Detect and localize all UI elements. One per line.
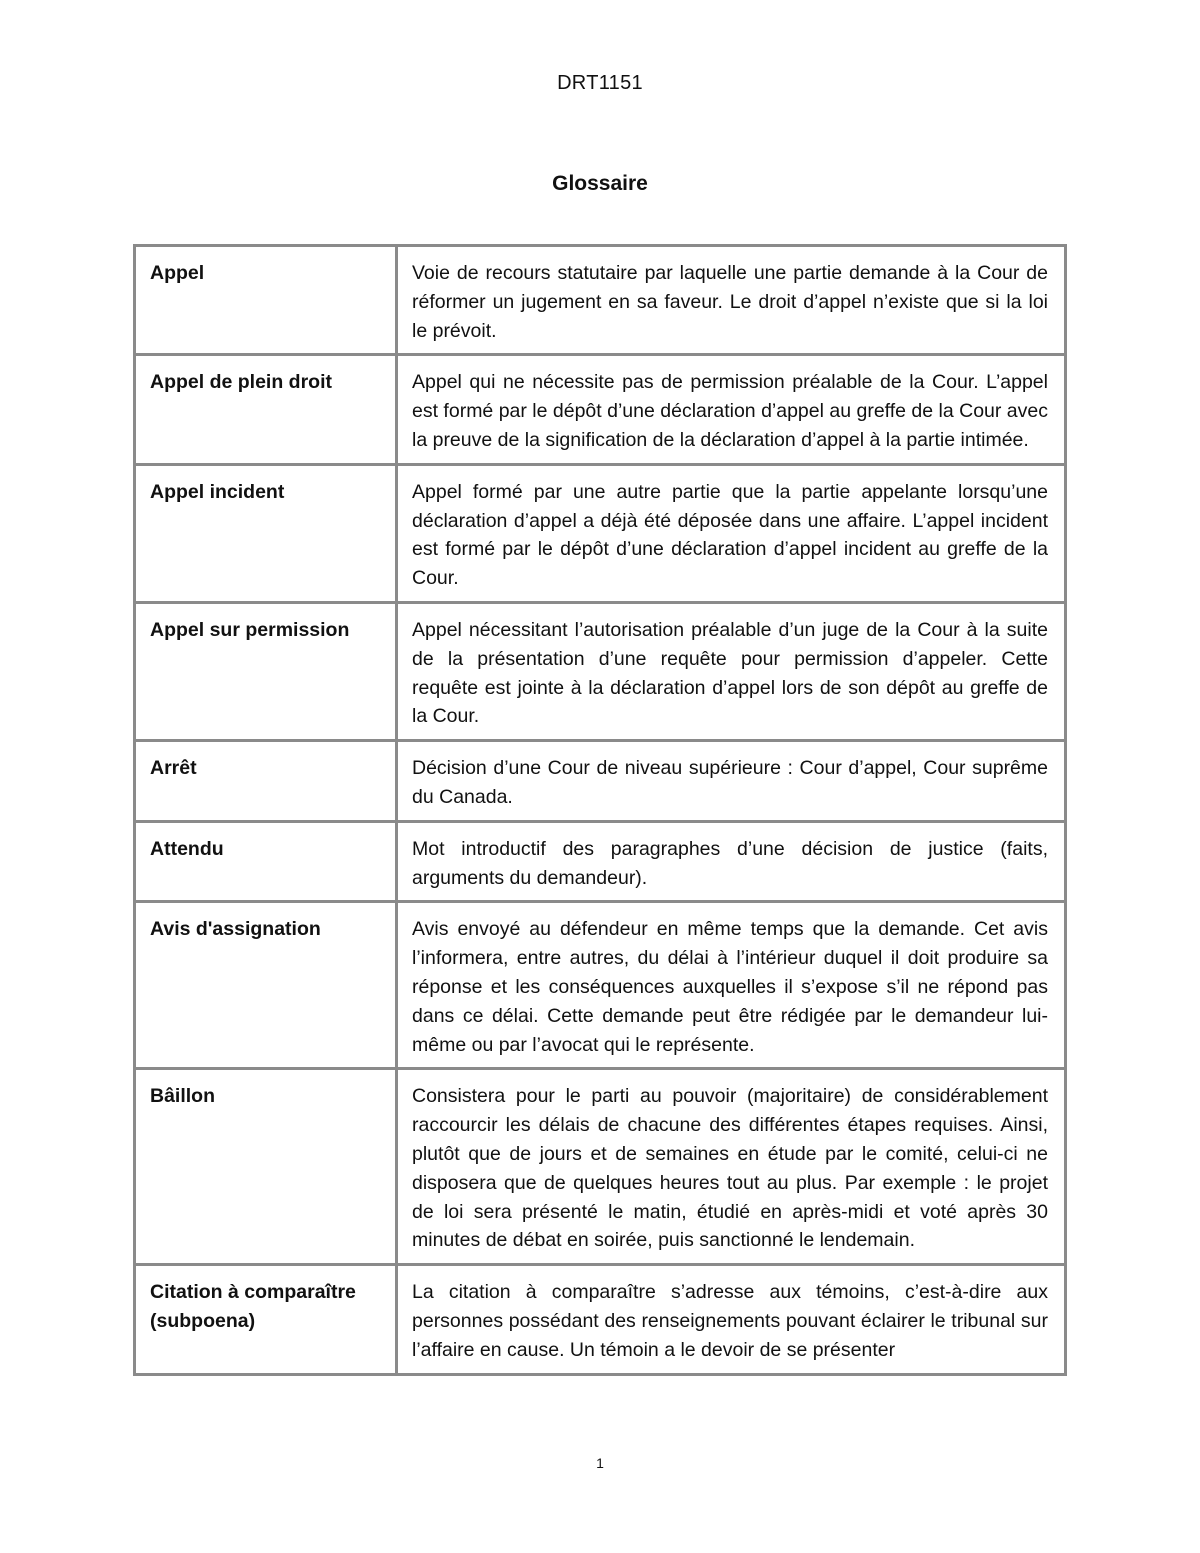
glossary-term: Arrêt — [135, 741, 397, 822]
glossary-definition: Appel nécessitant l’autorisation préalable d’un juge de la Cour à la suite de la présentation d’une requête pour permission d’appeler. Cette requête est jointe à la déclaration d’appel lors de son dépôt au greffe de la Cour. — [397, 602, 1066, 740]
page-title: Glossaire — [552, 172, 648, 195]
table-row — [135, 1265, 1066, 1374]
table-row — [135, 741, 1066, 822]
glossary-definition: La citation à comparaître s’adresse aux témoins, c’est-à-dire aux personnes possédant des renseignements pouvant éclairer le tribunal sur l’affaire en cause. Un témoin a le devoir de se présenter — [397, 1265, 1066, 1374]
glossary-term: Bâillon — [135, 1069, 397, 1265]
glossary-term: Appel sur permission — [135, 602, 397, 740]
glossary-definition: Consistera pour le parti au pouvoir (majoritaire) de considérablement raccourcir les délais de chacune des différentes étapes requises. Ainsi, plutôt que de jours et de semaines en étude par le comité, celui-ci ne disposera que de quelques heures tout au plus. Par exemple : le projet de loi sera présenté le matin, étudié en après-midi et voté après 30 minutes de débat en soirée, puis sanctionné le lendemain. — [397, 1069, 1066, 1265]
glossary-definition: Décision d’une Cour de niveau supérieure : Cour d’appel, Cour suprême du Canada. — [397, 741, 1066, 822]
glossary-definition: Mot introductif des paragraphes d’une décision de justice (faits, arguments du demandeur). — [397, 821, 1066, 902]
glossary-table — [133, 244, 1067, 1376]
glossary-definition: Voie de recours statutaire par laquelle une partie demande à la Cour de réformer un jugement en sa faveur. Le droit d’appel n’existe que si la loi le prévoit. — [397, 246, 1066, 355]
table-row — [135, 602, 1066, 740]
glossary-term: Citation à comparaître (subpoena) — [135, 1265, 397, 1374]
glossary-definition: Appel formé par une autre partie que la partie appelante lorsqu’une déclaration d’appel a déjà été déposée dans une affaire. L’appel incident est formé par le dépôt d’une déclaration d’appel incident au greffe de la Cour. — [397, 464, 1066, 602]
page-number: 1 — [596, 1455, 604, 1471]
table-row — [135, 902, 1066, 1069]
glossary-definition: Appel qui ne nécessite pas de permission préalable de la Cour. L’appel est formé par le dépôt d’une déclaration d’appel au greffe de la Cour avec la preuve de la signification de la déclaration d’appel à la partie intimée. — [397, 355, 1066, 464]
table-row — [135, 355, 1066, 464]
glossary-term: Appel incident — [135, 464, 397, 602]
glossary-term: Attendu — [135, 821, 397, 902]
table-row — [135, 246, 1066, 355]
table-row — [135, 821, 1066, 902]
glossary-definition: Avis envoyé au défendeur en même temps que la demande. Cet avis l’informera, entre autres, du délai à l’intérieur duquel il doit produire sa réponse et les conséquences auxquelles il s’expose s’il ne répond pas dans ce délai. Cette demande peut être rédigée par le demandeur lui-même ou par l’avocat qui le représente. — [397, 902, 1066, 1069]
glossary-term: Avis d'assignation — [135, 902, 397, 1069]
table-row — [135, 464, 1066, 602]
document-header: DRT1151 — [557, 72, 643, 94]
glossary-term: Appel de plein droit — [135, 355, 397, 464]
table-row — [135, 1069, 1066, 1265]
glossary-term: Appel — [135, 246, 397, 355]
